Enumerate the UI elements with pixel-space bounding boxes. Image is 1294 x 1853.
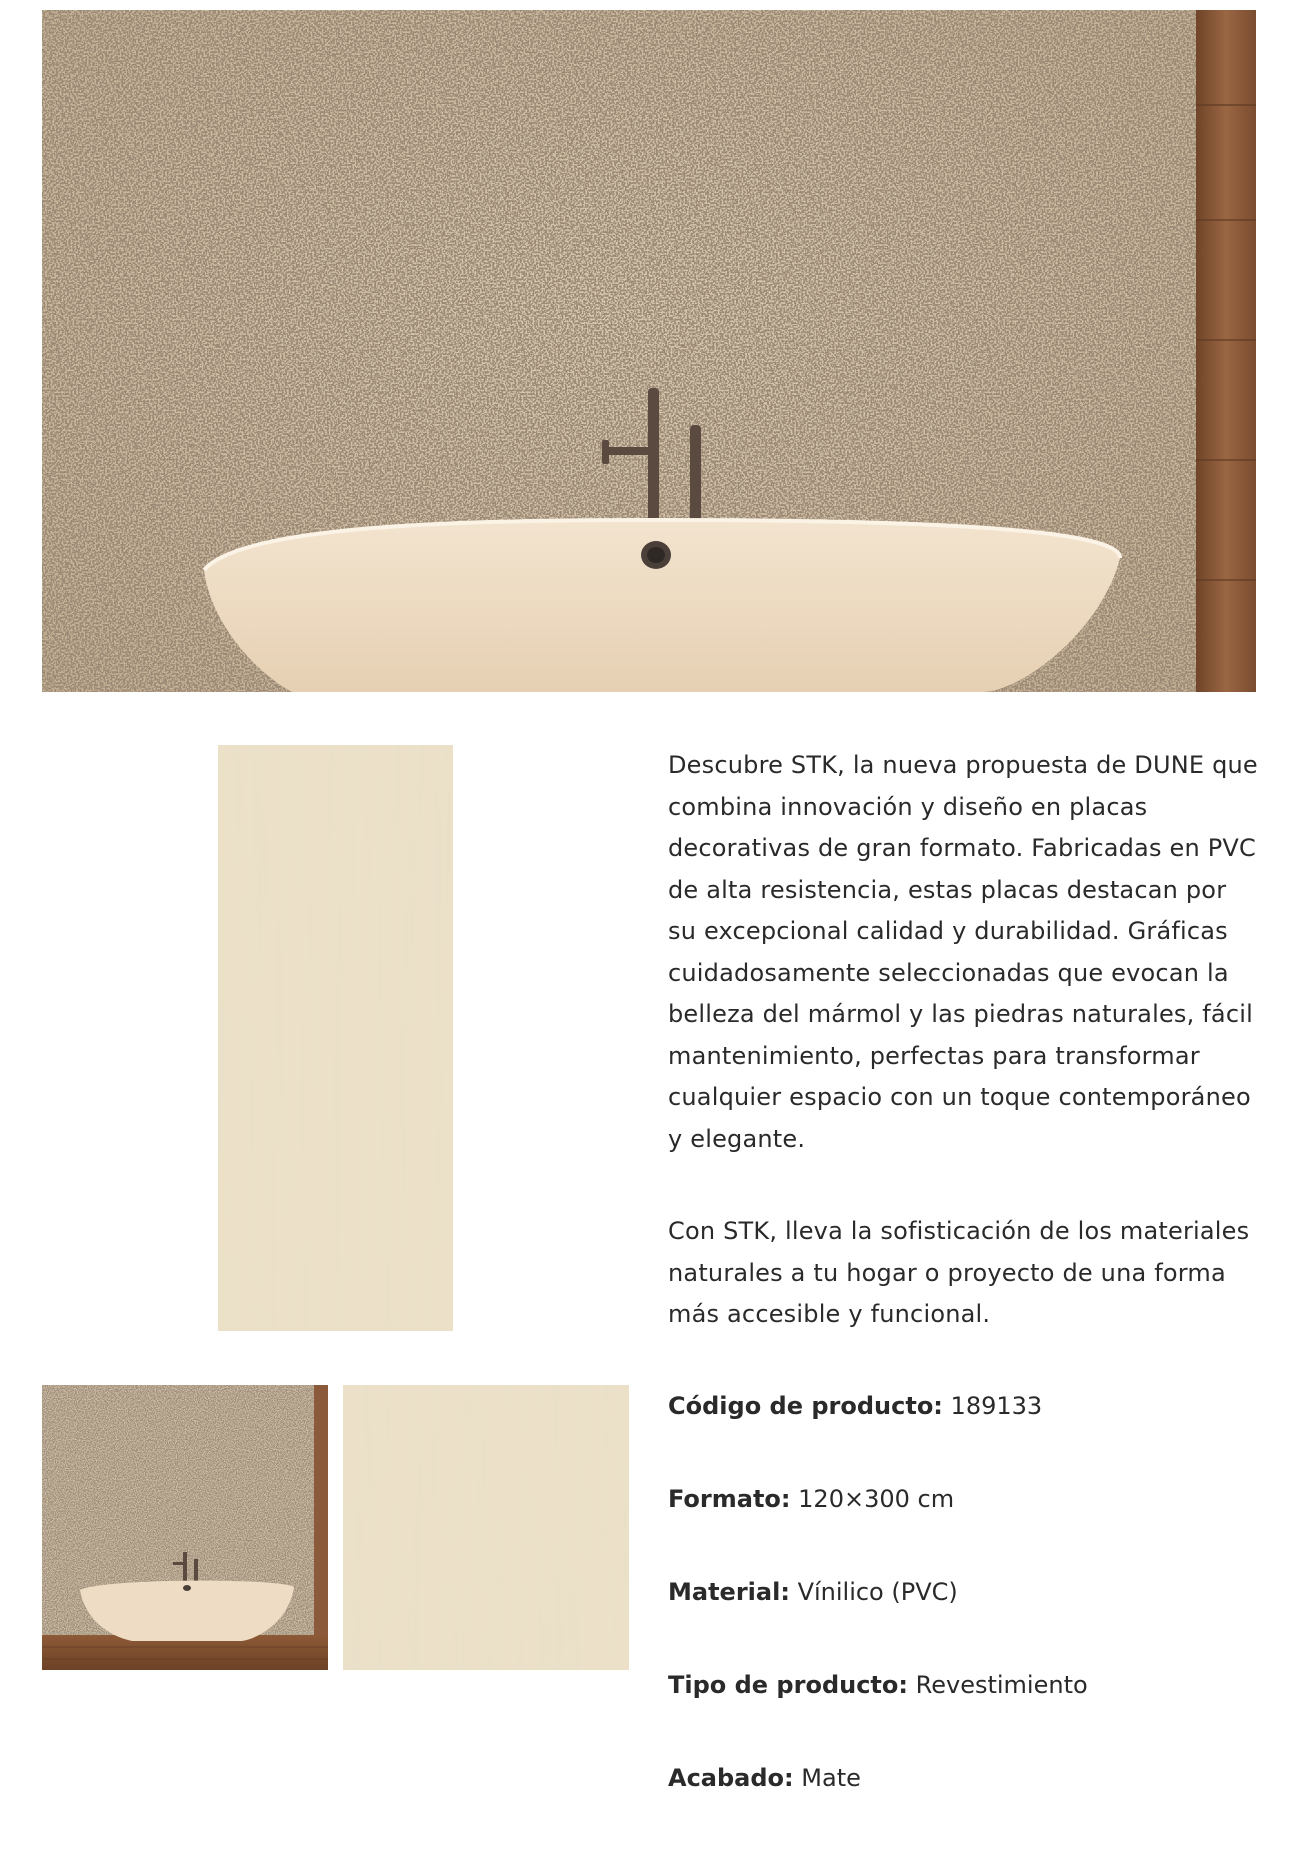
- thumbnail-texture[interactable]: [343, 1385, 629, 1670]
- spec-material-value: Vínilico (PVC): [797, 1578, 958, 1606]
- thumbnail-bathroom[interactable]: [42, 1385, 328, 1670]
- description-paragraph-2: Con STK, lleva la sofisticación de los materiales naturales a tu hogar o proyecto de una forma más accesible y funcional.: [668, 1217, 1250, 1328]
- description-paragraph-1: Descubre STK, la nueva propuesta de DUNE que combina innovación y diseño en placas decorativas de gran formato. Fabricadas en PVC de alta resistencia, estas placas destacan por su excepcional calidad y durabilidad. Gráficas cuidadosamente seleccionadas que evocan la belleza del mármol y las piedras naturales, fácil mantenimiento, perfectas para transformar cualquier espacio con un toque contemporáneo y elegante.: [668, 751, 1258, 1153]
- product-specs: [668, 1388, 1258, 1853]
- product-description: [668, 745, 1258, 1336]
- spec-type-value: Revestimiento: [915, 1671, 1088, 1699]
- spec-material: [668, 1574, 1258, 1610]
- spec-format-value: 120×300 cm: [798, 1485, 955, 1513]
- spec-finish-value: Mate: [801, 1764, 861, 1792]
- spec-finish-label: Acabado:: [668, 1764, 794, 1792]
- spec-type: [668, 1667, 1258, 1703]
- spec-format: [668, 1481, 1258, 1517]
- spec-code-value: 189133: [950, 1392, 1043, 1420]
- spec-material-label: Material:: [668, 1578, 790, 1606]
- spec-format-label: Formato:: [668, 1485, 791, 1513]
- spec-code-label: Código de producto:: [668, 1392, 943, 1420]
- hero-image: [42, 10, 1256, 692]
- spec-finish: [668, 1760, 1258, 1796]
- spec-type-label: Tipo de producto:: [668, 1671, 908, 1699]
- spec-code: [668, 1388, 1258, 1424]
- product-main-image[interactable]: [218, 745, 453, 1331]
